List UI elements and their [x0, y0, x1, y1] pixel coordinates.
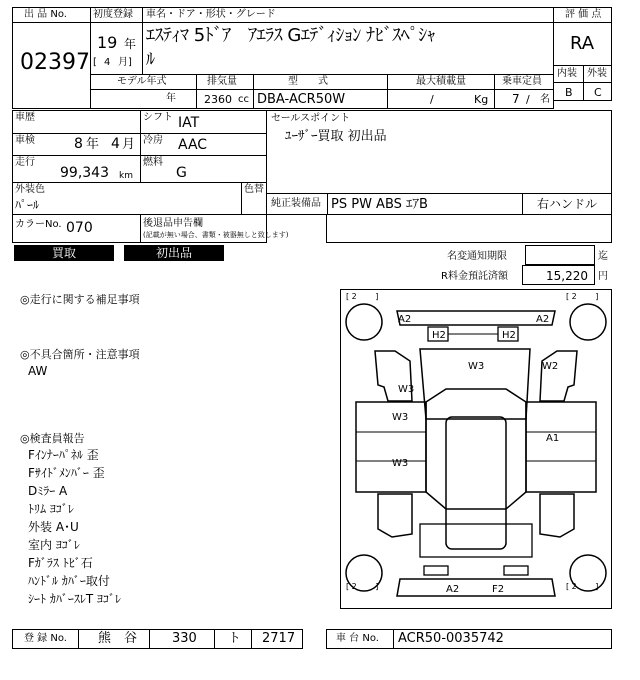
inspector-item: 室内 ﾖｺﾞﾚ: [28, 538, 80, 552]
recycle-unit: 円: [598, 271, 608, 282]
displacement-unit: cc: [238, 94, 249, 105]
car-name-line2: ﾙ: [146, 49, 155, 70]
inspector-item: Fｶﾞﾗｽ ﾄﾋﾞ石: [28, 556, 93, 570]
capacity-unit: 名: [540, 94, 550, 105]
max-load-label: 最大積載量: [416, 76, 466, 87]
mark-door-right: A1: [546, 433, 560, 444]
model-year-unit: 年: [166, 93, 176, 104]
color-no-value: 070: [66, 220, 93, 236]
cabin-outline: [426, 389, 526, 509]
deadline-label: 名変通知期限: [447, 251, 507, 262]
shift-value: IAT: [178, 115, 200, 131]
score-label: 評 価 点: [565, 9, 602, 20]
handle-value: 右ハンドル: [537, 197, 598, 211]
inspector-item: Dﾐﾗｰ A: [28, 484, 68, 498]
mileage-value: 99,343: [60, 165, 109, 181]
recycle-value: 15,220: [546, 269, 588, 283]
tag-buy: 買取: [14, 245, 114, 261]
after-parts-label: 後退品申告欄: [143, 218, 203, 229]
front-bumper: [397, 311, 555, 325]
max-load-unit: Kg: [474, 93, 489, 106]
capacity-value: 7: [512, 92, 520, 106]
car-name-label: 車名・ドア・形状・グレード: [146, 9, 276, 20]
inspection-label: 車検: [15, 135, 35, 146]
inspection-year: 8: [74, 136, 83, 152]
inspection-month: 4: [111, 136, 120, 152]
capacity-label: 乗車定員: [502, 76, 542, 87]
right-body: [526, 402, 596, 492]
equipment-label: 純正装備品: [271, 198, 321, 209]
exterior-grade: C: [594, 86, 602, 99]
equipment-value: PS PW ABS ｴｱB: [331, 197, 428, 212]
defects-value: AW: [28, 364, 48, 378]
ext-color-label: 外装色: [15, 184, 45, 195]
reg-label: 登 録 No.: [24, 633, 67, 644]
tire-front-right: [570, 304, 606, 340]
reg-class: 330: [172, 631, 197, 646]
mark-hood: W3: [468, 361, 485, 372]
interior-grade: B: [565, 86, 573, 99]
right-fender: [540, 351, 577, 401]
inspection-year-unit: 年: [86, 137, 100, 152]
tailgate: [420, 524, 532, 557]
first-reg-year: 19: [97, 33, 118, 52]
lot-number: 02397: [20, 50, 90, 75]
tire-label-rl: [ 2 ]: [346, 582, 379, 591]
first-reg-month: 4: [104, 57, 111, 68]
tire-label-rr: [ 2 ]: [566, 582, 599, 591]
mileage-unit: km: [119, 171, 133, 181]
inspector-item: Fｲﾝﾅｰﾊﾟﾈﾙ 歪: [28, 448, 99, 462]
hood: [420, 349, 530, 419]
fuel-label: 燃料: [143, 157, 163, 168]
mark-front-left: A2: [398, 314, 412, 325]
ac-value: AAC: [178, 137, 208, 153]
mark-h2-left: H2: [432, 330, 446, 341]
fuel-value: G: [176, 165, 187, 181]
shift-label: シフト: [143, 112, 173, 123]
lot-label: 出 品 No.: [24, 9, 67, 20]
supplement-label: ◎走行に関する補足事項: [20, 293, 140, 306]
chassis-label: 車 台 No.: [336, 633, 379, 644]
tail-lamp-left: [424, 566, 448, 575]
tire-front-left: [346, 304, 382, 340]
ext-color-value: ﾊﾟｰﾙ: [15, 198, 40, 212]
inspector-label: ◎検査員報告: [20, 432, 85, 445]
deadline-unit: 迄: [598, 251, 608, 262]
left-body: [356, 402, 426, 492]
history-label: 車歴: [15, 112, 35, 123]
ac-label: 冷房: [143, 135, 163, 146]
car-damage-diagram: [340, 289, 612, 609]
model-label: 型 式: [288, 76, 328, 87]
model-year-label: モデル年式: [117, 76, 167, 87]
color-change-label: 色替: [244, 184, 264, 195]
first-reg-label: 初度登録: [93, 9, 133, 20]
capacity-slash: /: [526, 93, 530, 106]
rear-left-quarter: [378, 494, 412, 537]
mark-door-left-front: W3: [392, 412, 409, 423]
sales-point-label: セールスポイント: [271, 113, 351, 124]
mark-rear-bumper-left: A2: [446, 584, 460, 595]
model-value: DBA-ACR50W: [257, 92, 346, 107]
after-parts-note: (記載が無い場合、書類・被器無しと致します): [143, 231, 289, 239]
max-load-slash: /: [430, 93, 434, 106]
exterior-label: 外装: [587, 68, 607, 79]
first-reg-month-unit: 月]: [118, 57, 132, 68]
mark-fender-left: W3: [398, 384, 415, 395]
sales-point-value: ﾕｰｻﾞｰ買取 初出品: [285, 129, 387, 144]
inspector-item: Fｻｲﾄﾞﾒﾝﾊﾞｰ 歪: [28, 466, 105, 480]
inspector-item: 外装 A･U: [28, 520, 79, 534]
displacement-label: 排気量: [207, 76, 237, 87]
reg-number: 2717: [262, 631, 296, 646]
first-reg-bracket: [: [93, 57, 97, 68]
mark-door-left-rear: W3: [392, 458, 409, 469]
mileage-label: 走行: [15, 157, 35, 168]
mark-rear-bumper-right: F2: [492, 584, 505, 595]
rear-right-quarter: [540, 494, 574, 537]
defects-label: ◎不具合箇所・注意事項: [20, 348, 140, 361]
color-no-label: カラーNo.: [15, 219, 62, 230]
tire-label-fr: [ 2 ]: [566, 292, 599, 301]
tire-label-fl: [ 2 ]: [346, 292, 379, 301]
reg-kana: ト: [228, 631, 242, 646]
tail-lamp-right: [504, 566, 528, 575]
score-value: RA: [570, 33, 595, 54]
mark-h2-right: H2: [502, 330, 516, 341]
tag-first-listing: 初出品: [124, 245, 224, 261]
interior-label: 内装: [557, 68, 577, 79]
rear-bumper: [397, 579, 555, 596]
recycle-label: R料金預託済額: [441, 271, 508, 282]
mark-fender-right: W2: [542, 361, 559, 372]
inspection-month-unit: 月: [122, 137, 136, 152]
after-parts-box: [326, 214, 612, 243]
deadline-box: [525, 245, 595, 265]
inspector-item: ﾊﾝﾄﾞﾙ ｶﾊﾞｰ取付: [28, 574, 110, 588]
car-name-line1: ｴｽﾃｨﾏ 5ﾄﾞｱ ｱｴﾗｽ Gｴﾃﾞｨｼｮﾝ ﾅﾋﾞｽﾍﾟｼｬ: [146, 25, 436, 46]
inspector-item: ﾄﾘﾑ ﾖｺﾞﾚ: [28, 502, 74, 516]
roof: [446, 417, 506, 549]
reg-region: 熊 谷: [98, 631, 138, 646]
mark-front-right: A2: [536, 314, 550, 325]
inspector-item: ｼｰﾄ ｶﾊﾞｰｽﾚT ﾖｺﾞﾚ: [28, 592, 121, 606]
chassis-value: ACR50-0035742: [398, 631, 504, 646]
first-reg-year-unit: 年: [124, 37, 137, 51]
displacement-value: 2360: [204, 93, 232, 106]
